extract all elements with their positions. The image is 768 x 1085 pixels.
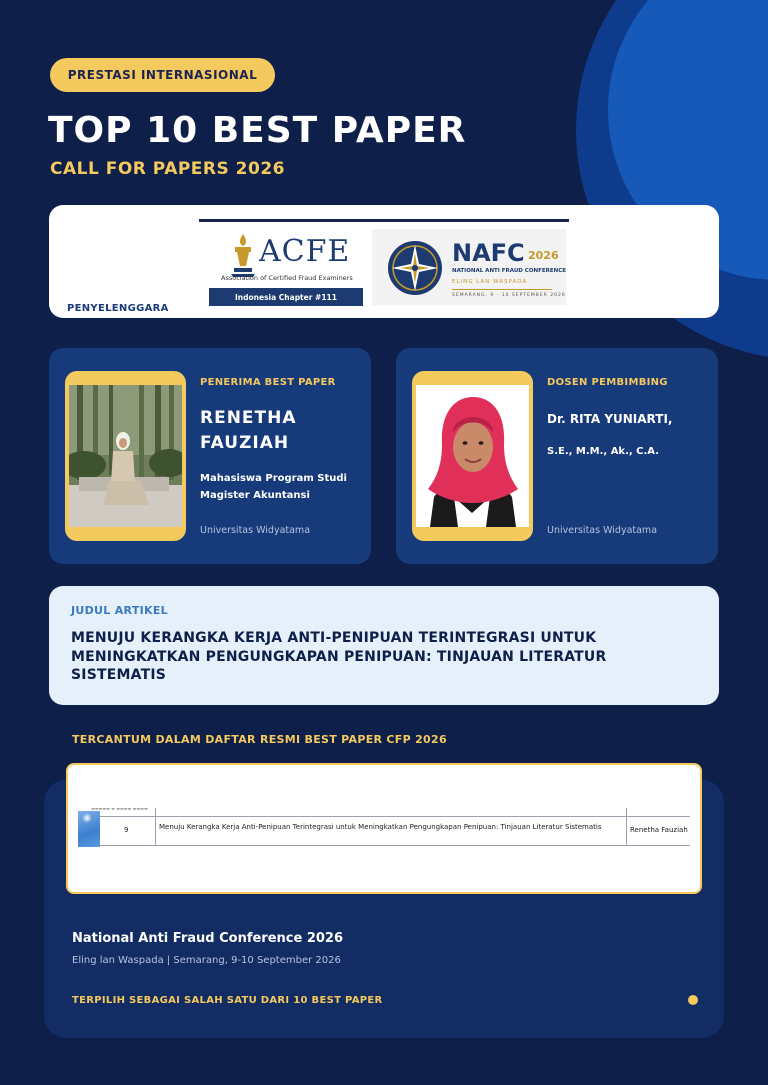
organizer-label: PENYELENGGARA	[67, 303, 169, 314]
advisor-title: S.E., M.M., Ak., C.A.	[547, 446, 660, 457]
recipient-name: RENETHA FAUZIAH	[200, 408, 297, 453]
table-cropped-header: ▬▬▬▬▬ ▬ ▬▬▬▬ ▬▬▬▬	[91, 806, 148, 811]
recipient-photo	[69, 385, 182, 527]
nafc-divider	[452, 289, 552, 290]
advisor-institution: Universitas Widyatama	[547, 525, 658, 536]
table-row-author: Renetha Fauziah	[630, 826, 688, 834]
advisor-card	[396, 348, 718, 564]
recipient-program: Mahasiswa Program Studi Magister Akuntansi	[200, 473, 347, 501]
advisor-name: Dr. RITA YUNIARTI,	[547, 412, 673, 426]
nafc-place: SEMARANG, 9 - 10 SEPTEMBER 2026	[452, 293, 566, 298]
table-divider	[626, 808, 627, 846]
torch-icon	[229, 232, 257, 278]
table-line-top	[100, 816, 690, 817]
acfe-chapter: Indonesia Chapter #111	[209, 288, 363, 306]
article-label: JUDUL ARTIKEL	[71, 604, 168, 617]
recipient-institution: Universitas Widyatama	[200, 525, 311, 536]
page-title: TOP 10 BEST PAPER	[48, 110, 467, 151]
conference-name: National Anti Fraud Conference 2026	[72, 931, 344, 946]
nafc-year: 2026	[528, 249, 559, 262]
advisor-photo	[416, 385, 529, 527]
acfe-wordmark: ACFE	[259, 234, 351, 269]
accent-dot	[688, 995, 698, 1005]
nafc-logo	[372, 229, 566, 305]
achievement-badge: PRESTASI INTERNASIONAL	[50, 58, 275, 92]
nafc-motto: ELING LAN WASPADA	[452, 279, 528, 285]
selection-statement: TERPILIH SEBAGAI SALAH SATU DARI 10 BEST PAPER	[72, 995, 383, 1006]
table-divider	[155, 808, 156, 846]
table-row-number: 9	[124, 826, 129, 834]
page-subtitle: CALL FOR PAPERS 2026	[50, 159, 285, 179]
organizer-divider	[199, 219, 569, 222]
recipient-card	[49, 348, 371, 564]
nafc-wordmark: NAFC	[452, 239, 525, 267]
nafc-full-name: NATIONAL ANTI FRAUD CONFERENCE	[452, 268, 567, 274]
recipient-photo-frame	[65, 371, 186, 541]
article-title: MENUJU KERANGKA KERJA ANTI-PENIPUAN TERINTEGRASI UNTUK MENINGKATKAN PENGUNGKAPAN PENIPUAN: TINJAUAN LITERATUR SISTEMATIS	[71, 630, 607, 683]
acfe-full-name: Association of Certified Fraud Examiners	[221, 274, 353, 282]
organizer-card	[49, 205, 719, 318]
compass-star-icon	[386, 239, 444, 297]
conference-info: Eling lan Waspada | Semarang, 9-10 September 2026	[72, 955, 341, 966]
recipient-role-label: PENERIMA BEST PAPER	[200, 377, 336, 388]
advisor-role-label: DOSEN PEMBIMBING	[547, 377, 668, 388]
sparkle-icon	[82, 813, 92, 823]
article-card	[49, 586, 719, 705]
advisor-photo-frame	[412, 371, 533, 541]
table-line-bottom	[100, 845, 690, 846]
table-row-title: Menuju Kerangka Kerja Anti-Penipuan Terintegrasi untuk Meningkatkan Pengungkapan Penipuan: Tinjauan Literatur Sistematis	[159, 823, 602, 831]
acfe-logo	[209, 230, 363, 306]
listing-label: TERCANTUM DALAM DAFTAR RESMI BEST PAPER CFP 2026	[72, 733, 447, 746]
